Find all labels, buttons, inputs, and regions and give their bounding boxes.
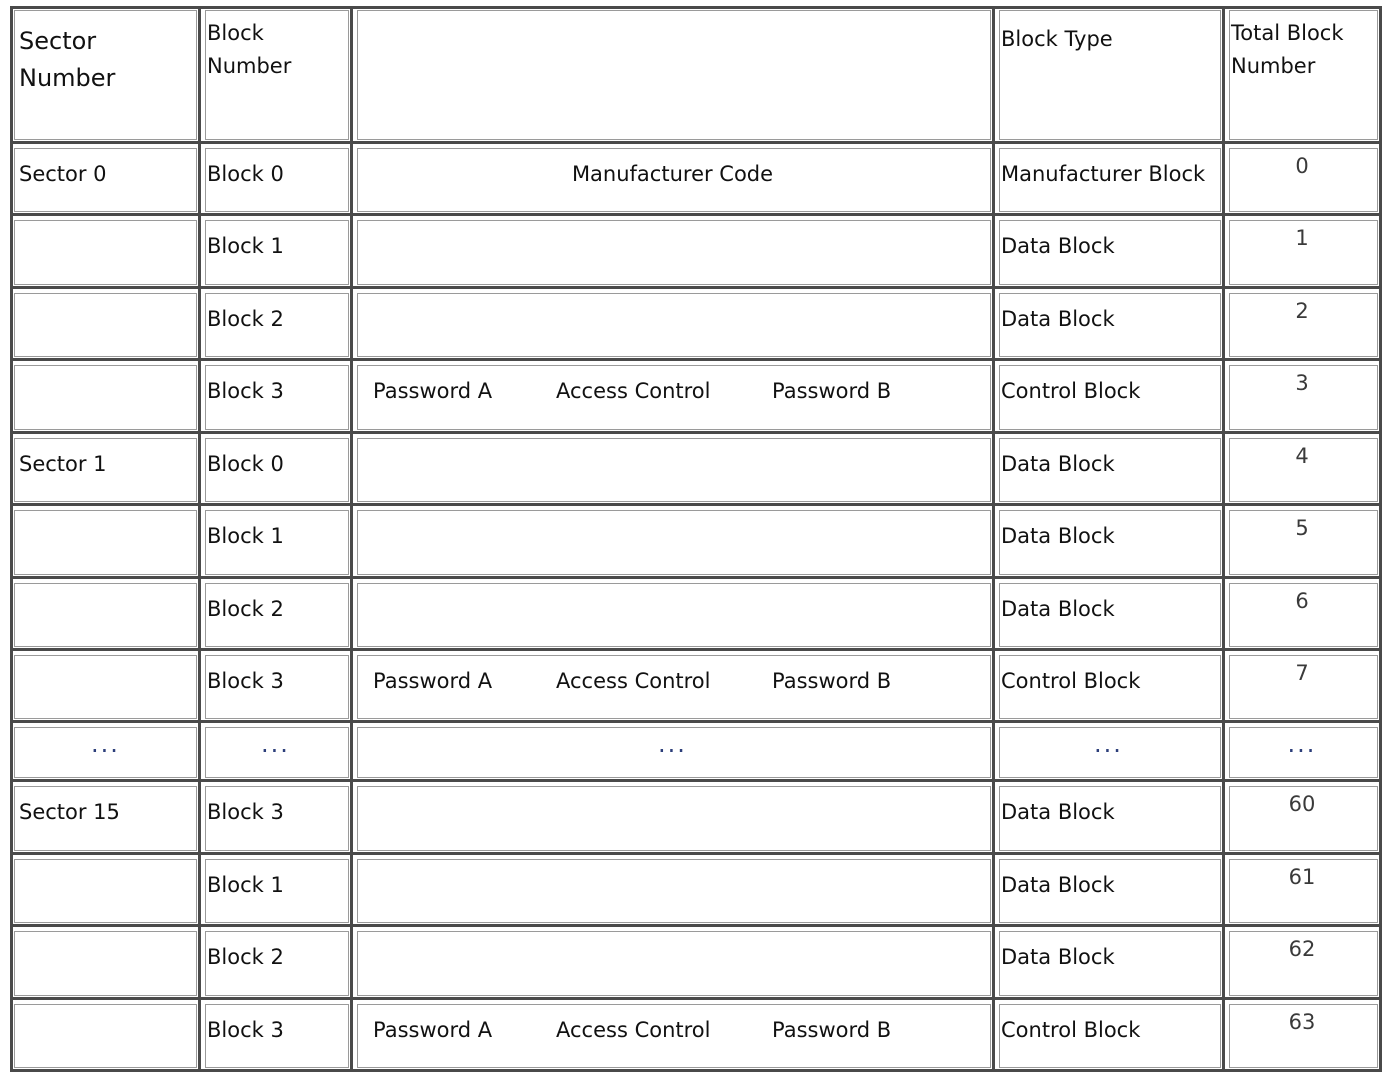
content-cell	[353, 927, 995, 999]
ellipsis-row	[10, 723, 1382, 782]
sector-cell	[10, 855, 201, 927]
table-row	[10, 434, 1382, 506]
sector-cell	[10, 216, 201, 288]
block-cell: Block 1	[201, 506, 353, 578]
block-cell: Block 0	[201, 434, 353, 506]
sector-cell	[10, 651, 201, 723]
block-type-cell: Data Block	[995, 579, 1225, 651]
table-row	[10, 216, 1382, 288]
content-cell	[353, 434, 995, 506]
header-total-block-number: Total Block Number	[1225, 6, 1382, 144]
access-control-label: Access Control	[556, 669, 711, 694]
sector-cell: ···	[10, 723, 201, 782]
total-block-cell: 6	[1225, 579, 1382, 651]
block-type-cell: Data Block	[995, 855, 1225, 927]
header-block-type: Block Type	[995, 6, 1225, 144]
block-cell: Block 3	[201, 1000, 353, 1072]
sector-cell: Sector 1	[10, 434, 201, 506]
sector-cell: Sector 0	[10, 144, 201, 216]
content-cell	[353, 855, 995, 927]
block-cell: Block 3	[201, 651, 353, 723]
sector-cell	[10, 361, 201, 433]
table-row	[10, 782, 1382, 854]
table-row	[10, 1000, 1382, 1072]
header-sector-number: Sector Number	[10, 6, 201, 144]
total-block-cell: 61	[1225, 855, 1382, 927]
total-block-cell: 62	[1225, 927, 1382, 999]
sector-cell: Sector 15	[10, 782, 201, 854]
content-cell	[353, 782, 995, 854]
table-row	[10, 855, 1382, 927]
password-b-label: Password B	[772, 1017, 892, 1042]
block-cell: Block 0	[201, 144, 353, 216]
block-cell: Block 3	[201, 361, 353, 433]
header-block-number: Block Number	[201, 6, 353, 144]
block-cell: Block 2	[201, 579, 353, 651]
content-cell	[353, 361, 995, 433]
block-type-cell: Manufacturer Block	[995, 144, 1225, 216]
access-control-label: Access Control	[556, 379, 711, 404]
total-block-cell: 60	[1225, 782, 1382, 854]
total-block-cell: ···	[1225, 723, 1382, 782]
table-row	[10, 289, 1382, 361]
total-block-cell: 1	[1225, 216, 1382, 288]
sector-cell	[10, 927, 201, 999]
total-block-cell: 2	[1225, 289, 1382, 361]
content-cell	[353, 506, 995, 578]
password-b-label: Password B	[772, 669, 892, 694]
sector-cell	[10, 289, 201, 361]
block-type-cell: Control Block	[995, 1000, 1225, 1072]
total-block-cell: 5	[1225, 506, 1382, 578]
block-type-cell: Control Block	[995, 651, 1225, 723]
content-cell	[353, 144, 995, 216]
table-row	[10, 927, 1382, 999]
table-row	[10, 361, 1382, 433]
content-cell: ···	[353, 723, 995, 782]
table-row	[10, 144, 1382, 216]
sector-cell	[10, 506, 201, 578]
total-block-cell: 0	[1225, 144, 1382, 216]
password-a-label: Password A	[373, 1017, 493, 1042]
block-type-cell: ···	[995, 723, 1225, 782]
block-type-cell: Control Block	[995, 361, 1225, 433]
total-block-cell: 4	[1225, 434, 1382, 506]
block-cell: ···	[201, 723, 353, 782]
content-cell	[353, 651, 995, 723]
manufacturer-code-label: Manufacturer Code	[571, 161, 774, 186]
total-block-cell: 7	[1225, 651, 1382, 723]
block-cell: Block 2	[201, 927, 353, 999]
block-cell: Block 3	[201, 782, 353, 854]
password-b-label: Password B	[772, 379, 892, 404]
content-cell	[353, 1000, 995, 1072]
block-cell: Block 1	[201, 216, 353, 288]
table-header-row	[10, 6, 1382, 144]
memory-structure-table	[10, 6, 1382, 1072]
password-a-label: Password A	[373, 379, 493, 404]
content-cell	[353, 579, 995, 651]
table-row	[10, 579, 1382, 651]
block-type-cell: Data Block	[995, 216, 1225, 288]
header-content	[353, 6, 995, 144]
block-cell: Block 2	[201, 289, 353, 361]
access-control-label: Access Control	[556, 1017, 711, 1042]
password-a-label: Password A	[373, 669, 493, 694]
block-type-cell: Data Block	[995, 289, 1225, 361]
sector-cell	[10, 579, 201, 651]
sector-cell	[10, 1000, 201, 1072]
block-type-cell: Data Block	[995, 506, 1225, 578]
content-cell	[353, 289, 995, 361]
block-type-cell: Data Block	[995, 927, 1225, 999]
block-type-cell: Data Block	[995, 782, 1225, 854]
table-row	[10, 506, 1382, 578]
table-row	[10, 651, 1382, 723]
block-cell: Block 1	[201, 855, 353, 927]
total-block-cell: 63	[1225, 1000, 1382, 1072]
content-cell	[353, 216, 995, 288]
block-type-cell: Data Block	[995, 434, 1225, 506]
total-block-cell: 3	[1225, 361, 1382, 433]
